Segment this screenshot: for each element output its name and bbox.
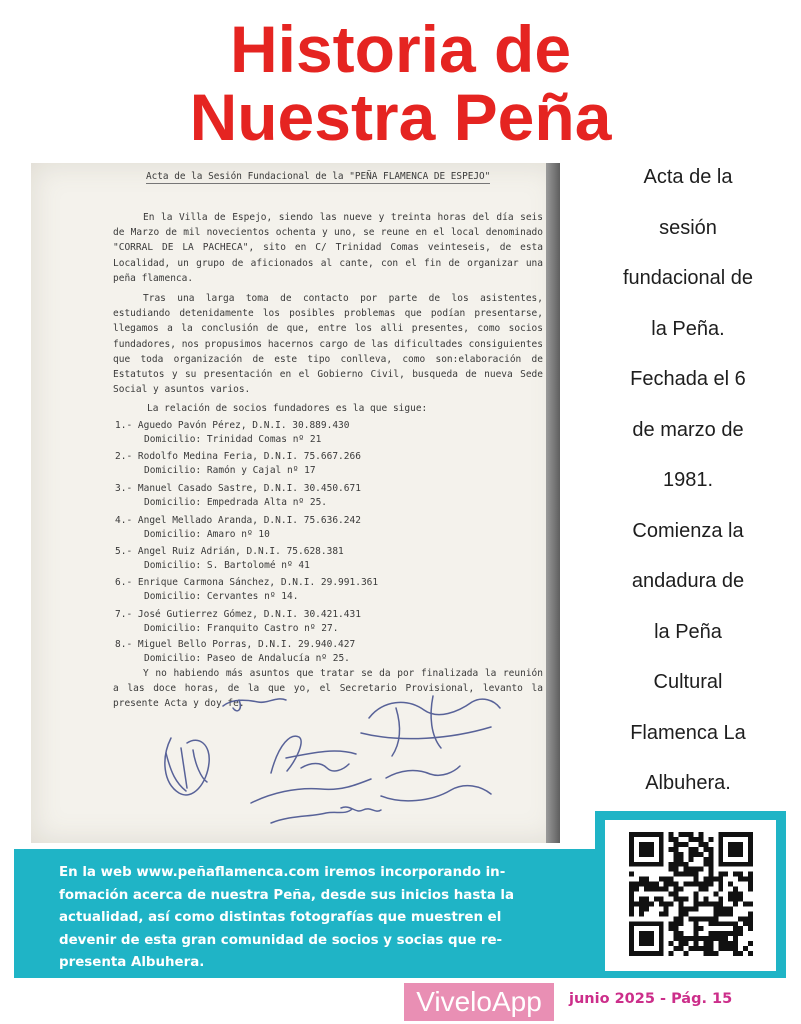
member-address: Domicilio: Ramón y Cajal nº 17 xyxy=(144,465,316,476)
caption-line: Fechada el 6 xyxy=(630,368,746,390)
scan-edge xyxy=(546,163,560,843)
caption xyxy=(600,152,776,809)
member-line: 3.- Manuel Casado Sastre, D.N.I. 30.450.671 xyxy=(115,483,361,494)
caption-line: Albuhera. xyxy=(645,772,731,794)
caption-line: sesión xyxy=(659,216,717,239)
member-line: 1.- Aguedo Pavón Pérez, D.N.I. 30.889.430 xyxy=(115,420,350,431)
caption-line: Acta de la xyxy=(643,166,733,188)
member-line: 4.- Angel Mellado Aranda, D.N.I. 75.636.242 xyxy=(115,515,361,526)
member-entry xyxy=(115,609,361,634)
page-title-line-2: Nuestra Peña xyxy=(189,80,612,154)
document-heading: Acta de la Sesión Fundacional de la "PEÑA FLAMENCA DE ESPEJO" xyxy=(146,171,491,182)
caption-line: fundacional de xyxy=(622,267,754,289)
caption-line: la Peña. xyxy=(651,317,725,340)
caption-line: andadura de xyxy=(631,570,745,592)
member-line: 6.- Enrique Carmona Sánchez, D.N.I. 29.991.361 xyxy=(115,577,379,588)
member-entry xyxy=(115,483,361,508)
member-entry xyxy=(115,639,355,664)
member-address: Domicilio: Trinidad Comas nº 21 xyxy=(144,434,322,445)
caption-line: de marzo de xyxy=(632,418,744,441)
member-address: Domicilio: Franquito Castro nº 27. xyxy=(144,623,339,634)
document-paragraph-1: En la Villa de Espejo, siendo las nueve y treinta horas del día seis de Marzo de mil novecientos ochenta y uno, se reune en el local denominado "CORRAL DE LA PACHECA", sito en C/ Trinidad Comas veinteseis, de esta Localidad, un grupo de aficionados al cante, con el fin de organizar una peña flamenca. xyxy=(113,212,543,284)
member-entry xyxy=(115,515,361,540)
founding-act-document xyxy=(31,163,560,843)
member-address: Domicilio: Amaro nº 10 xyxy=(144,529,270,540)
member-address: Domicilio: S. Bartolomé nº 41 xyxy=(144,560,310,571)
page-footer: junio 2025 - Pág. 15 xyxy=(569,991,733,1007)
signatures-drawing xyxy=(151,678,531,838)
member-line: 5.- Angel Ruiz Adrián, D.N.I. 75.628.381 xyxy=(115,546,344,557)
info-text: En la web www.peñaflamenca.com iremos incorporando in-fomación acerca de nuestra Peña, desde sus inicios hasta la actualidad, así como distintas fotografías que muestren el devenir de esta gran comunidad de socios y socias que re-presenta Albuhera. xyxy=(59,865,515,970)
member-entry xyxy=(115,451,361,476)
qr-container xyxy=(605,820,776,971)
caption-line: Cultural xyxy=(653,671,723,693)
document-paragraph-2: Tras una larga toma de contacto por parte de los asistentes, estudiando detenidamente los posibles problemas que podían presentarse, llegamos a la conclusión de que, entre los alli presentes, como socios fundadores, nos propusimos hacernos cargo de las dificultades consiguientes que toda organización de este tipo conlleva, como son:elaboración de Estatutos y su presentación en el Gobierno Civil, busqueda de nueva Sede Social y asuntos varios. xyxy=(113,293,543,396)
member-line: 2.- Rodolfo Medina Feria, D.N.I. 75.667.266 xyxy=(115,451,361,462)
member-entry xyxy=(115,420,350,445)
info-box xyxy=(14,849,595,978)
member-address: Domicilio: Empedrada Alta nº 25. xyxy=(144,497,328,508)
member-entry xyxy=(115,577,378,602)
member-address: Domicilio: Cervantes nº 14. xyxy=(144,591,299,602)
member-entry xyxy=(115,546,344,571)
member-line: 8.- Miguel Bello Porras, D.N.I. 29.940.427 xyxy=(115,639,356,650)
qr-code-icon[interactable] xyxy=(629,832,753,956)
qr-frame xyxy=(595,811,786,978)
document-closing: Y no habiendo más asuntos que tratar se da por finalizada la reunión a las doce horas, de la que yo, el Secretario Provisional, levanto la presente Acta y doy fe. xyxy=(113,668,543,710)
caption-line: 1981. xyxy=(662,469,714,491)
member-address: Domicilio: Paseo de Andalucía nº 25. xyxy=(144,653,350,664)
caption-line: la Peña xyxy=(654,620,722,643)
member-line: 7.- José Gutierrez Gómez, D.N.I. 30.421.431 xyxy=(115,609,361,620)
page-title-line-1: Historia de xyxy=(229,12,572,86)
caption-line: Flamenca La xyxy=(630,721,746,744)
brand-logo: ViveloApp xyxy=(404,983,554,1021)
members-intro: La relación de socios fundadores es la que sigue: xyxy=(147,403,428,414)
caption-line: Comienza la xyxy=(632,519,744,542)
